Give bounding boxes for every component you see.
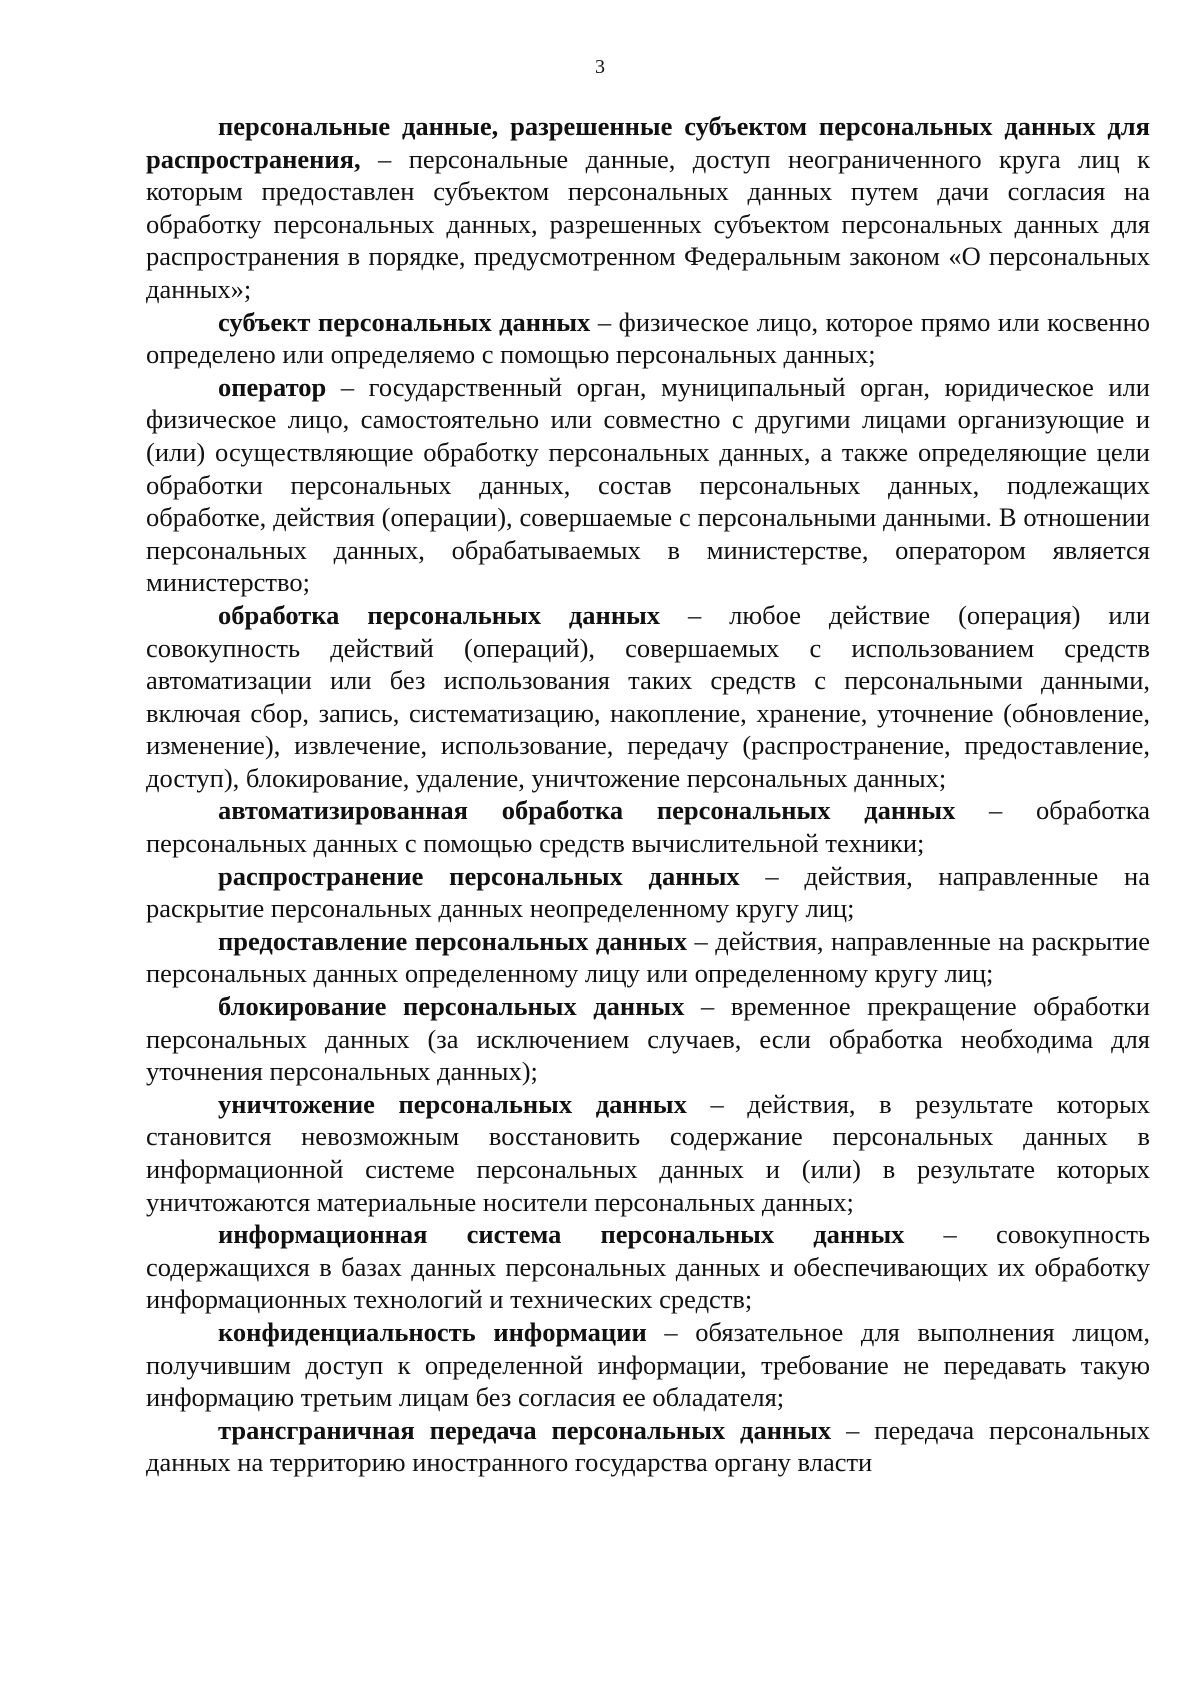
definition-term: автоматизированная обработка персональных данных [218,795,956,826]
definition-paragraph [146,599,1150,795]
definition-paragraph [146,990,1150,1088]
definition-text: – обязательное для выполнения лицом, получившим доступ к определенной информации, требование не передавать такую информацию третьим лицам без согласия ее обладателя; [146,1316,1150,1413]
definition-text: – государственный орган, муниципальный орган, юридическое или физическое лицо, самостоятельно или совместно с другими лицами организующие и (или) осуществляющие обработку персональных данных, а также определяющие цели обработки персональных данных, состав персональных данных, подлежащих обработке, действия (операции), совершаемые с персональными данными. В отношении персональных данных, обрабатываемых в министерстве, оператором является министерство; [146,371,1150,598]
definition-term: уничтожение персональных данных [218,1088,687,1119]
definition-paragraph [146,1218,1150,1316]
definition-term: конфиденциальность информации [218,1316,647,1347]
definition-text: – обработка персональных данных с помощью средств вычислительной техники; [146,795,1150,859]
definition-term: субъект персональных данных [218,306,591,337]
definition-paragraph [146,925,1150,990]
definition-text: – передача персональных данных на территорию иностранного государства органу власти [146,1414,1150,1478]
definition-paragraph [146,371,1150,599]
definition-paragraph [146,1414,1150,1479]
definition-text: – действия, направленные на раскрытие персональных данных определенному лицу или определенному кругу лиц; [146,925,1150,989]
definition-term: персональные данные, разрешенные субъектом персональных данных для распространения, [146,111,1150,174]
definition-paragraph [146,110,1150,306]
definition-paragraph [146,860,1150,925]
definition-term: блокирование персональных данных [218,991,685,1022]
definition-paragraph [146,1088,1150,1218]
definition-term: предоставление персональных данных [218,925,688,956]
definition-term: трансграничная передача персональных данных [218,1414,832,1445]
definition-term: информационная система персональных данных [218,1219,905,1250]
definition-term: оператор [218,371,327,402]
page-number: 3 [595,56,605,78]
definition-paragraph [146,1316,1150,1414]
definition-text: – совокупность содержащихся в базах данных персональных данных и обеспечивающих их обработку информационных технологий и технических средств; [146,1219,1151,1315]
definition-text: – физическое лицо, которое прямо или косвенно определено или определяемо с помощью персональных данных; [146,306,1151,370]
definition-text: – действия, в результате которых становится невозможным восстановить содержание персональных данных в информационной системе персональных данных и (или) в результате которых уничтожаются материальные носители персональных данных; [146,1088,1151,1217]
definition-term: обработка персональных данных [218,599,661,630]
definition-text: – действия, направленные на раскрытие персональных данных неопределенному кругу лиц; [146,860,1150,924]
document-body [146,110,1150,1479]
definition-text: – персональные данные, доступ неограниченного круга лиц к которым предоставлен субъектом персональных данных путем дачи согласия на обработку персональных данных, разрешенных субъектом персональных данных для распространения в порядке, предусмотренном Федеральным законом «О персональных данных»; [146,143,1150,304]
definition-text: – временное прекращение обработки персональных данных (за исключением случаев, если обработка необходима для уточнения персональных данных); [146,991,1150,1087]
definition-paragraph [146,794,1150,859]
definition-text: – любое действие (операция) или совокупность действий (операций), совершаемых с использованием средств автоматизации или без использования таких средств с персональными данными, включая сбор, запись, систематизацию, накопление, хранение, уточнение (обновление, изменение), извлечение, использование, передачу (распространение, предоставление, доступ), блокирование, удаление, уничтожение персональных данных; [146,599,1150,793]
definition-term: распространение персональных данных [218,860,740,891]
definition-paragraph [146,306,1150,371]
